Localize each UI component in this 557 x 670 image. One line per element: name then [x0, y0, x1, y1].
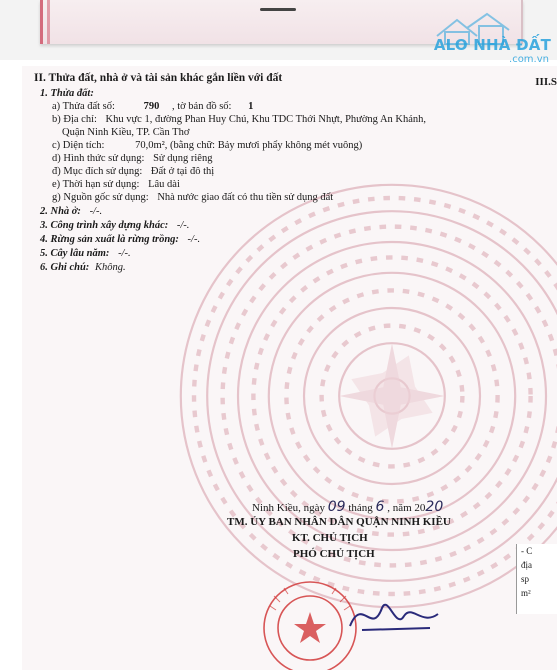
next-section-label: III.S	[535, 76, 557, 88]
note-row	[40, 262, 126, 273]
note-value: Không.	[94, 262, 126, 273]
fragment-line-4: m²	[521, 588, 531, 598]
address-label: b) Địa chỉ:	[52, 114, 97, 125]
area-row	[52, 140, 362, 151]
signing-month-word: tháng	[348, 502, 373, 514]
section-title: II. Thửa đất, nhà ở và tài sản khác gắn liền với đất	[34, 72, 283, 84]
other-works-label: 3. Công trình xây dựng khác:	[40, 220, 169, 231]
parcel-number-value: 790	[143, 101, 160, 112]
use-term-label: e) Thời hạn sử dụng:	[52, 179, 140, 190]
signing-day: 09	[327, 499, 346, 515]
signing-year-word: , năm 20	[387, 502, 426, 514]
use-origin-value: Nhà nước giao đất có thu tiền sử dụng đất	[157, 192, 334, 203]
signer-title: PHÓ CHỦ TỊCH	[293, 548, 375, 560]
house-row	[40, 206, 102, 217]
signing-place: Ninh Kiều, ngày	[252, 502, 326, 514]
area-label: c) Diện tích:	[52, 140, 105, 151]
use-origin-row	[52, 192, 333, 203]
other-works-value: -/-.	[176, 220, 190, 231]
perennial-label: 5. Cây lâu năm:	[40, 248, 110, 259]
forest-value: -/-.	[187, 234, 201, 245]
issuing-authority: TM. ỦY BAN NHÂN DÂN QUẬN NINH KIỀU	[227, 516, 451, 528]
use-form-label: d) Hình thức sử dụng:	[52, 153, 145, 164]
fragment-line-2: địa	[521, 560, 532, 570]
use-origin-label: g) Nguồn gốc sử dụng:	[52, 192, 149, 203]
watermark-logo-text: ALO NHÀ ĐẤT	[433, 36, 551, 54]
use-purpose-label: đ) Mục đích sử dụng:	[52, 166, 143, 177]
forest-row	[40, 234, 200, 245]
fragment-line-3: sp	[521, 574, 530, 584]
use-form-row	[52, 153, 212, 164]
other-works-row	[40, 220, 189, 231]
map-sheet-label: , tờ bản đồ số:	[171, 101, 232, 112]
watermark-domain-text: .com.vn	[509, 54, 549, 65]
drag-handle[interactable]	[260, 8, 296, 11]
parcel-number-label: a) Thửa đất số:	[52, 101, 115, 112]
certificate-page	[22, 66, 557, 670]
adjacent-page-fragment	[516, 544, 557, 614]
perennial-value: -/-.	[118, 248, 131, 259]
signing-year: 20	[425, 499, 444, 515]
note-label: 6. Ghi chú:	[40, 262, 90, 273]
watermark	[403, 10, 553, 64]
fragment-line-1: - C	[521, 546, 533, 556]
area-value: 70,0m², (bằng chữ: Bảy mươi phẩy không mét vuông)	[135, 140, 363, 151]
address-row	[52, 114, 426, 125]
use-term-row	[52, 179, 180, 190]
handwritten-signature-icon	[342, 586, 452, 646]
forest-label: 4. Rừng sản xuất là rừng trồng:	[40, 234, 179, 245]
address-value-line2: Quận Ninh Kiều, TP. Cần Thơ	[62, 127, 190, 138]
parcel-number-row	[52, 101, 253, 112]
use-form-value: Sử dụng riêng	[153, 153, 213, 164]
use-purpose-row	[52, 166, 214, 177]
use-purpose-value: Đất ở tại đô thị	[150, 166, 215, 177]
house-label: 2. Nhà ở:	[40, 206, 81, 217]
address-value: Khu vực 1, đường Phan Huy Chú, Khu TDC Thới Nhựt, Phường An Khánh,	[105, 114, 427, 125]
map-sheet-value: 1	[248, 101, 254, 112]
parcel-heading: 1. Thửa đất:	[40, 88, 94, 99]
on-behalf-of: KT. CHỦ TỊCH	[292, 532, 368, 544]
perennial-row	[40, 248, 131, 259]
house-value: -/-.	[89, 206, 103, 217]
signing-month: 6	[375, 499, 385, 515]
use-term-value: Lâu dài	[148, 179, 180, 190]
signing-date	[252, 499, 443, 515]
